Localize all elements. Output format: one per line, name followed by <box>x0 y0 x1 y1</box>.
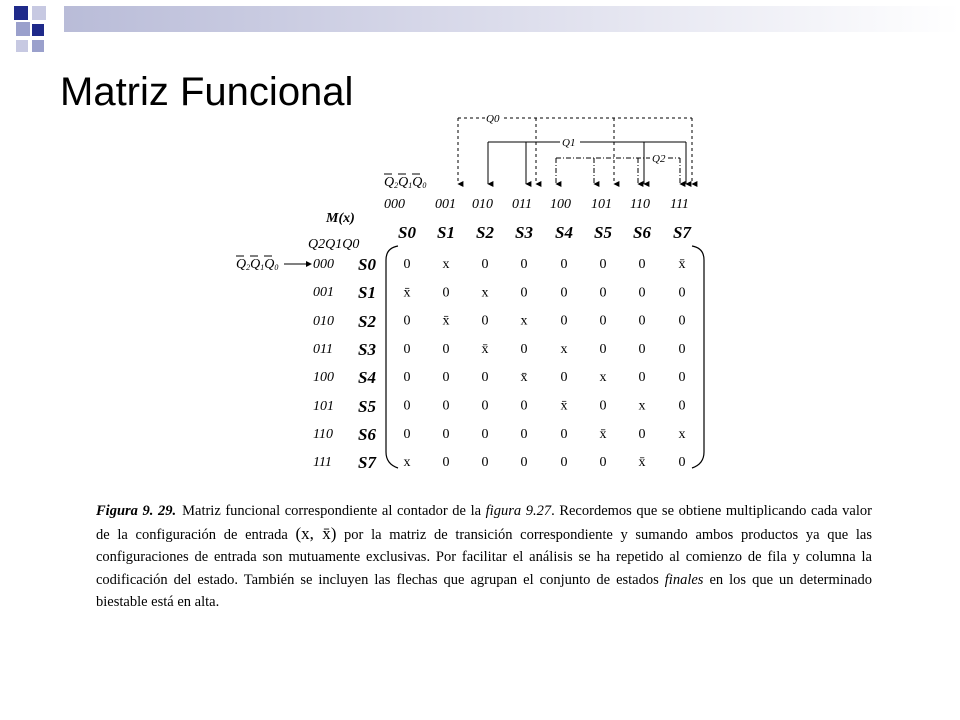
row-state: S6 <box>358 425 376 444</box>
matrix-cell: x <box>560 341 568 357</box>
q0-arrow-group <box>458 118 692 184</box>
matrix-cell: x <box>599 370 607 386</box>
col-state: S3 <box>515 223 533 242</box>
matrix-cell: 0 <box>481 370 489 386</box>
matrix-cell: 0 <box>638 285 646 301</box>
matrix-cell: 0 <box>560 257 568 272</box>
col-code: 101 <box>591 197 612 212</box>
matrix-cell: 0 <box>560 370 568 386</box>
col-code: 001 <box>435 197 456 212</box>
matrix-cell: 0 <box>442 455 450 471</box>
matrix-cell: 0 <box>442 398 450 414</box>
matrix-cell: x̄ <box>403 285 411 301</box>
caption-label: Figura 9. 29. <box>96 503 177 519</box>
matrix-cell: 0 <box>638 341 646 357</box>
column-code-header <box>384 174 426 190</box>
q1-label: Q1 <box>562 137 576 149</box>
matrix-cell: 0 <box>403 313 411 329</box>
matrix-cell: x <box>520 313 528 329</box>
row-code: 011 <box>313 342 333 357</box>
left-bracket <box>386 246 398 468</box>
figure-caption <box>96 500 872 614</box>
column-states <box>398 223 692 242</box>
matrix-cell: x̄ <box>638 455 646 471</box>
row-state: S2 <box>358 312 376 331</box>
col-state: S7 <box>673 223 691 242</box>
matrix-cell: 0 <box>599 257 607 272</box>
matrix-cell: 0 <box>403 398 411 414</box>
matrix-cell: x̄ <box>678 257 686 272</box>
row-code-arrow <box>236 256 312 272</box>
matrix-cell: 0 <box>481 257 489 272</box>
svg-text:Q2Q1Q0: Q2Q1Q0 <box>384 175 427 190</box>
matrix-cell: 0 <box>638 257 646 272</box>
row-states <box>358 255 377 472</box>
row-code: 001 <box>313 285 334 300</box>
matrix-cell: 0 <box>678 455 686 471</box>
caption-text-1: Matriz funcional correspondiente al contador de la <box>182 503 486 519</box>
matrix-cell: 0 <box>638 313 646 329</box>
matrix-cell: x <box>678 426 686 442</box>
row-state: S7 <box>358 453 376 472</box>
row-code: 111 <box>313 455 332 470</box>
matrix-cell: 0 <box>560 285 568 301</box>
svg-text:Q2Q1Q0: Q2Q1Q0 <box>236 257 279 272</box>
matrix-cell: 0 <box>403 370 411 386</box>
matrix-cell: 0 <box>678 398 686 414</box>
column-codes <box>384 197 689 212</box>
col-state: S4 <box>555 223 573 242</box>
row-codes <box>313 257 334 470</box>
row-code: 000 <box>313 257 334 272</box>
col-code: 100 <box>550 197 571 212</box>
right-bracket <box>692 246 704 468</box>
matrix-cell: 0 <box>599 398 607 414</box>
matrix-cell: 0 <box>520 455 528 471</box>
matrix-cell: 0 <box>520 285 528 301</box>
matrix-cell: 0 <box>599 285 607 301</box>
matrix-cell: 0 <box>520 341 528 357</box>
matrix-cell: x <box>403 455 411 471</box>
matrix-cell: 0 <box>481 426 489 442</box>
matrix-cell: 0 <box>638 370 646 386</box>
matrix-cell: 0 <box>678 285 686 301</box>
matrix-cell: 0 <box>560 313 568 329</box>
matrix-cell: 0 <box>520 257 528 272</box>
col-state: S5 <box>594 223 612 242</box>
matrix-cell: x̄ <box>599 426 607 442</box>
row-state: S4 <box>358 368 376 387</box>
matrix-cell: 0 <box>560 426 568 442</box>
row-code: 100 <box>313 370 334 385</box>
matrix-cell: x <box>481 285 489 301</box>
q0-label: Q0 <box>486 113 500 125</box>
matrix-cell: 0 <box>442 341 450 357</box>
matrix-cell: 0 <box>403 426 411 442</box>
matrix-cell: 0 <box>442 370 450 386</box>
col-code: 010 <box>472 197 493 212</box>
matrix-cell: 0 <box>520 426 528 442</box>
col-state: S0 <box>398 223 416 242</box>
matrix-cell: 0 <box>481 455 489 471</box>
row-state: S3 <box>358 340 376 359</box>
row-state: S0 <box>358 255 376 274</box>
matrix-cell: x̄ <box>560 398 568 414</box>
matrix-cell: x̄ <box>481 341 489 357</box>
col-state: S6 <box>633 223 651 242</box>
q2-label: Q2 <box>652 153 666 165</box>
row-state: S1 <box>358 283 376 302</box>
caption-text-4: en los que un determinado biestable está en alta. <box>96 571 872 610</box>
matrix-cell: 0 <box>481 313 489 329</box>
matrix-cell: 0 <box>442 285 450 301</box>
matrix-cell: x̄ <box>520 370 528 386</box>
matrix-cell: 0 <box>599 455 607 471</box>
matrix-cell: x <box>638 398 646 414</box>
matrix-cells <box>404 257 686 470</box>
col-code: 111 <box>670 197 689 212</box>
caption-text-2: . Recordemos que se obtiene multiplicando cada valor de la configuración de entrada <box>96 503 872 543</box>
row-code: 010 <box>313 314 334 329</box>
col-code: 011 <box>512 197 532 212</box>
matrix-cell: 0 <box>678 313 686 329</box>
row-state: S5 <box>358 397 376 416</box>
caption-pair: (x, x̄) <box>295 523 337 543</box>
caption-finales: finales <box>664 571 704 588</box>
row-code-header: Q2Q1Q0 <box>308 237 360 252</box>
matrix-cell: 0 <box>520 398 528 414</box>
matrix-label: M(x) <box>326 211 355 226</box>
matrix-cell: 0 <box>599 341 607 357</box>
matrix-cell: 0 <box>678 370 686 386</box>
matrix-cell: 0 <box>481 398 489 414</box>
matrix-cell: 0 <box>560 455 568 471</box>
matrix-cell: x <box>442 257 450 272</box>
col-state: S1 <box>437 223 455 242</box>
row-code: 101 <box>313 399 334 414</box>
matrix-cell: 0 <box>678 341 686 357</box>
matrix-cell: 0 <box>403 257 411 272</box>
col-code: 110 <box>630 197 650 212</box>
slide-title: Matriz Funcional <box>60 70 354 114</box>
col-code: 000 <box>384 197 405 212</box>
matrix-cell: 0 <box>403 341 411 357</box>
caption-text-3: por la matriz de transición correspondiente y sumando ambos productos ya que las configuraciones de entrada son mutuamente exclusivas. Por facilitar el análisis se ha repetido al comienzo de fila y columna la codificación del estado. También se incluyen las flechas que agrupan el conjunto de estados <box>96 526 872 588</box>
row-code: 110 <box>313 427 333 442</box>
col-state: S2 <box>476 223 494 242</box>
matrix-cell: 0 <box>599 313 607 329</box>
caption-figure-ref: figura 9.27 <box>485 503 552 519</box>
matrix-cell: x̄ <box>442 313 450 329</box>
matrix-cell: 0 <box>442 426 450 442</box>
matrix-cell: 0 <box>638 426 646 442</box>
